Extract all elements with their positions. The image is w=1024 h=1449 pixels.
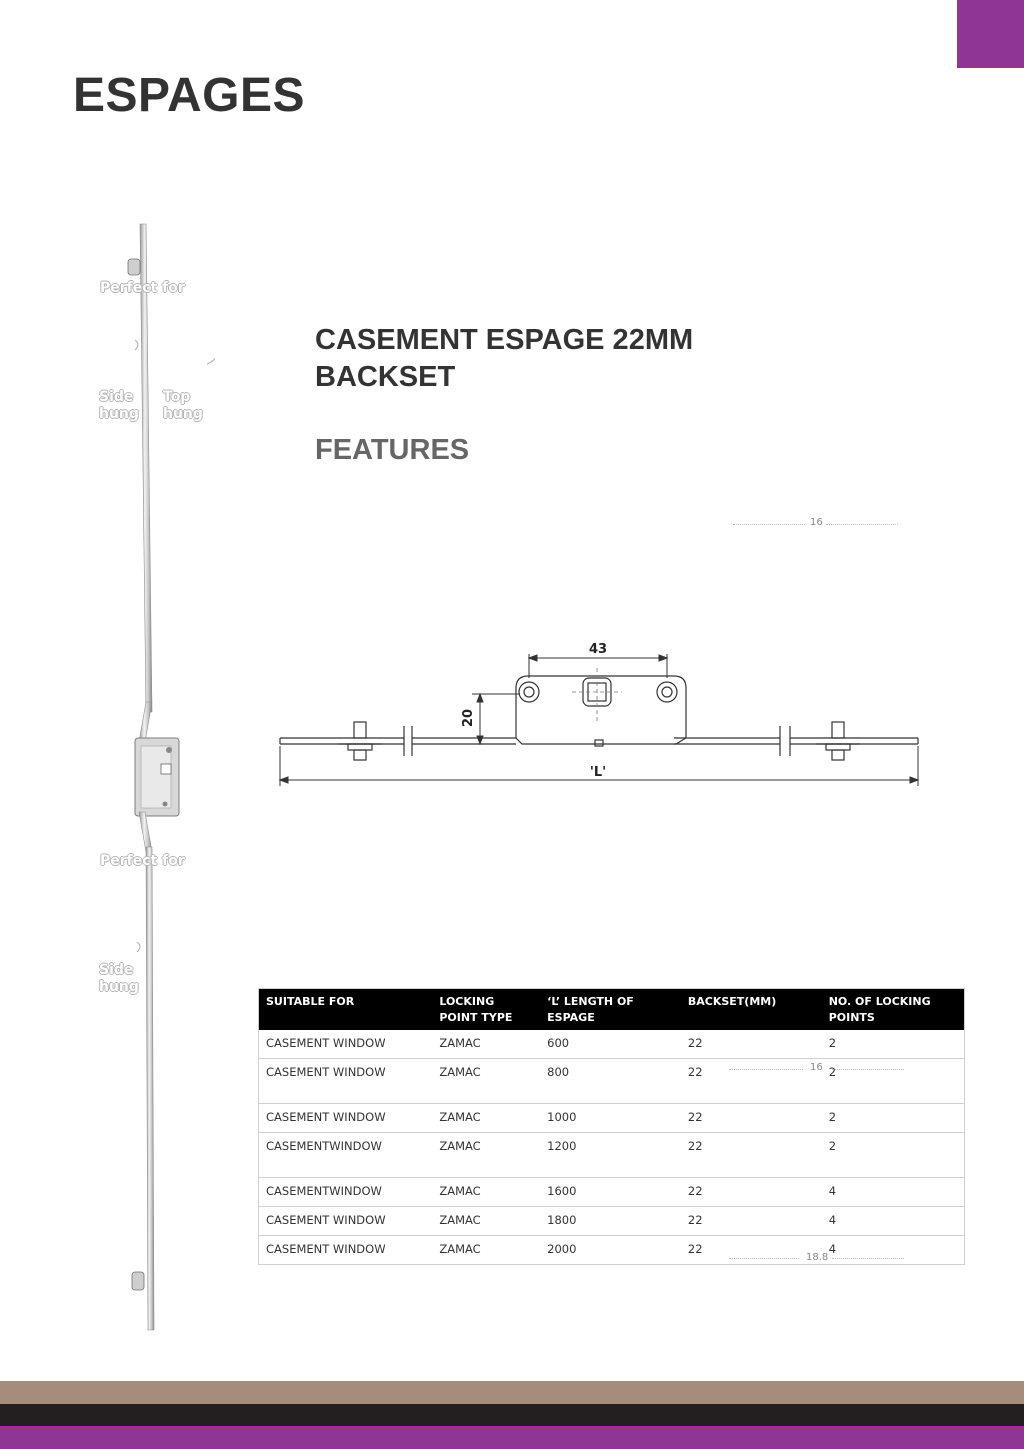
table-row xyxy=(259,1104,965,1133)
header-backset: BACKSET(MM) xyxy=(681,989,822,1031)
dimension-label: 16 xyxy=(810,517,823,528)
cell: 4 xyxy=(822,1207,965,1236)
corner-tab xyxy=(957,0,1024,68)
cell: CASEMENT WINDOW xyxy=(259,1207,433,1236)
cell: CASEMENTWINDOW xyxy=(259,1133,433,1178)
cell: 1800 xyxy=(540,1207,681,1236)
cell: ZAMAC xyxy=(432,1030,540,1059)
cell: 22 xyxy=(681,1236,822,1265)
cell: 22 xyxy=(681,1178,822,1207)
cell: CASEMENT WINDOW xyxy=(259,1030,433,1059)
cell: ZAMAC xyxy=(432,1133,540,1178)
header-locking-points: NO. OF LOCKING POINTS xyxy=(822,989,965,1031)
product-title: CASEMENT ESPAGE 22MM BACKSET xyxy=(315,324,694,393)
cell: ZAMAC xyxy=(432,1178,540,1207)
spec-table xyxy=(258,988,965,1265)
cell: 2 xyxy=(822,1059,965,1104)
cell: ZAMAC xyxy=(432,1207,540,1236)
cell: 22 xyxy=(681,1104,822,1133)
cell: 22 xyxy=(681,1059,822,1104)
table-row xyxy=(259,1133,965,1178)
footer-band-purple xyxy=(0,1426,1024,1449)
features-heading: FEATURES xyxy=(315,434,470,466)
dimension-label: 16 xyxy=(810,1062,823,1073)
table-header-row xyxy=(259,989,965,1031)
cell: ZAMAC xyxy=(432,1059,540,1104)
cell: CASEMENT WINDOW xyxy=(259,1059,433,1104)
header-suitable-for: SUITABLE FOR xyxy=(259,989,433,1031)
cell: 22 xyxy=(681,1207,822,1236)
header-length: ‘L’ LENGTH OF ESPAGE xyxy=(540,989,681,1031)
table-row xyxy=(259,1207,965,1236)
dimension-line xyxy=(733,524,805,525)
cell: 1600 xyxy=(540,1178,681,1207)
footer-band-dark xyxy=(0,1404,1024,1426)
cell: 2 xyxy=(822,1104,965,1133)
table-row xyxy=(259,1236,965,1265)
cell: 1000 xyxy=(540,1104,681,1133)
cell: CASEMENTWINDOW xyxy=(259,1178,433,1207)
cell: ZAMAC xyxy=(432,1236,540,1265)
perfect-for-label-2: Perfect for xyxy=(100,853,185,869)
dimension-l-label: 'L' xyxy=(589,765,607,780)
cell: 22 xyxy=(681,1030,822,1059)
top-hung-label: Top hung xyxy=(163,389,203,422)
cell: ZAMAC xyxy=(432,1104,540,1133)
cell: 800 xyxy=(540,1059,681,1104)
table-row xyxy=(259,1030,965,1059)
cell: 600 xyxy=(540,1030,681,1059)
dimension-line xyxy=(826,524,898,525)
dimension-label: 18.8 xyxy=(806,1252,829,1263)
dimension-line xyxy=(832,1258,904,1259)
cell: 2000 xyxy=(540,1236,681,1265)
cell: CASEMENT WINDOW xyxy=(259,1236,433,1265)
dimension-line xyxy=(832,1069,904,1070)
dimension-43-label: 43 xyxy=(588,642,608,657)
table-row xyxy=(259,1059,965,1104)
cell: 4 xyxy=(822,1178,965,1207)
dimension-line xyxy=(729,1069,803,1070)
footer-band-tan xyxy=(0,1381,1024,1404)
page-title: ESPAGES xyxy=(73,69,306,122)
header-locking-point-type: LOCKING POINT TYPE xyxy=(432,989,540,1031)
dimension-20-label: 20 xyxy=(461,708,476,728)
side-hung-label-1: Side hung xyxy=(99,389,139,422)
cell: CASEMENT WINDOW xyxy=(259,1104,433,1133)
technical-drawing xyxy=(276,636,922,786)
cell: 22 xyxy=(681,1133,822,1178)
cell: 2 xyxy=(822,1030,965,1059)
side-hung-label-2: Side hung xyxy=(99,962,139,995)
cell: 1200 xyxy=(540,1133,681,1178)
table-row xyxy=(259,1178,965,1207)
cell: 2 xyxy=(822,1133,965,1178)
cell: 4 xyxy=(822,1236,965,1265)
perfect-for-label-1: Perfect for xyxy=(100,280,185,296)
dimension-line xyxy=(729,1258,799,1259)
